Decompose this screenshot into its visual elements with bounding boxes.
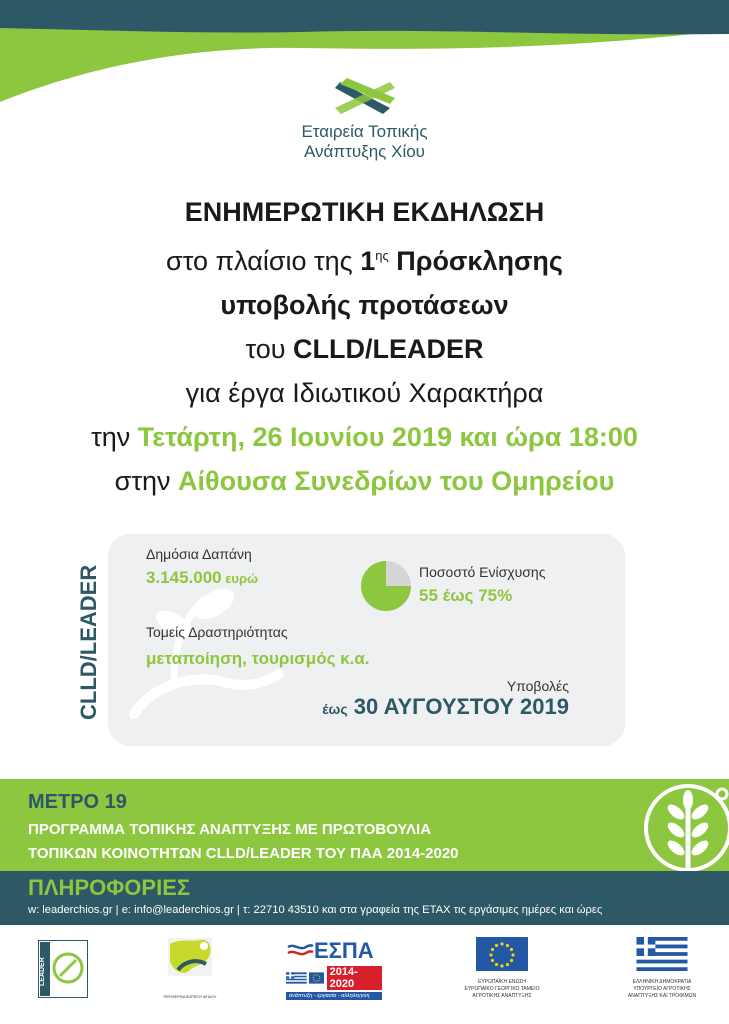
support-label: Ποσοστό Ενίσχυσης [419,564,546,580]
leader-logo [38,940,88,998]
public-spending-label: Δημόσια Δαπάνη [146,546,252,562]
organization-name-line1: Εταιρεία Τοπικής [301,122,428,141]
headline-line2 [0,234,729,283]
eu-logo-caption-3: ΑΓΡΟΤΙΚΗΣ ΑΝΑΠΤΥΞΗΣ [472,993,532,999]
espa-logo-middle [286,966,382,990]
submissions-pre: έως [322,701,348,717]
eu-flag-icon [476,937,528,971]
public-spending-unit: ευρώ [221,571,259,586]
headline-line2-num: 1 [360,246,376,276]
headline-date [0,415,729,459]
submissions-label: Υποβολές [506,678,569,694]
headline-line2-sup: ης [375,248,389,263]
eu-logo-caption [462,979,542,1000]
organization-name [0,122,729,162]
info-box [108,534,625,746]
headline-line2-pre: στο πλαίσιο της [166,246,361,276]
support-value: 55 έως 75% [419,586,513,605]
wheat-icon [610,778,729,871]
leader-logo-text: LEADER [39,957,46,986]
measure-line2: ΤΟΠΙΚΩΝ ΚΟΙΝΟΤΗΤΩΝ CLLD/LEADER ΤΟΥ ΠΑΑ 2014-2020 [28,845,459,862]
espa-slogan: ανάπτυξη - εργασία - αλληλεγγύη [286,992,382,1000]
headline-line4-pre: του [245,334,294,364]
eu-flag-small-icon [309,972,324,984]
public-spending [146,568,258,588]
measure-title: ΜΕΤΡΟ 19 [28,791,127,813]
ministry-logo-caption-2: ΥΠΟΥΡΓΕΙΟ ΑΓΡΟΤΙΚΗΣ [633,986,691,992]
contact-line: w: leaderchios.gr | e: info@leaderchios.gr | τ: 22710 43510 και στα γραφεία της ΕΤΑΧ τις εργάσιμες ημέρες και ώρες [28,904,603,916]
espa-logo [286,938,382,999]
sectors-value: μεταποίηση, τουρισμός κ.α. [146,649,370,668]
ministry-logo-caption-3: ΑΝΑΠΤΥΞΗΣ ΚΑΙ ΤΡΟΦΙΜΩΝ [627,993,697,999]
submissions-value: 30 ΑΥΓΟΥΣΤΟΥ 2019 [353,694,569,719]
public-spending-value: 3.145.000 [146,568,222,587]
espa-years: 2014-2020 [327,966,382,990]
ministry-logo-caption-1: ΕΛΛΗΝΙΚΗ ΔΗΜΟΚΡΑΤΙΑ [632,979,692,985]
headline-title: ΕΝΗΜΕΡΩΤΙΚΗ ΕΚΔΗΛΩΣΗ [184,197,545,227]
ministry-logo [626,937,698,1001]
espa-logo-top [286,938,382,964]
headline-date-pre: την [91,422,138,452]
measure-line1: ΠΡΟΓΡΑΜΜΑ ΤΟΠΙΚΗΣ ΑΝΑΠΤΥΞΗΣ ΜΕ ΠΡΩΤΟΒΟΥΛΙΑ [28,821,432,838]
ministry-logo-caption [626,979,698,1000]
eu-logo-caption-2: ΕΥΡΩΠΑΪΚΟ ΓΕΩΡΓΙΚΟ ΤΑΜΕΙΟ [464,986,540,992]
headline-line2-bold: Πρόσκλησης [388,246,563,276]
contact-band [0,871,729,925]
espa-title: ΕΣΠΑ [314,938,374,963]
headline-venue [0,459,729,503]
event-headline [0,190,729,503]
headline-line4 [0,327,729,371]
clld-vertical-label: CLLD/LEADER [76,564,101,720]
region-logo [160,936,220,1002]
greek-flag-icon [635,937,689,971]
submissions-deadline [322,694,569,720]
espa-waves-icon [286,941,314,961]
organization-logo [0,78,729,162]
sectors-label: Τομείς Δραστηριότητας [146,624,288,640]
eu-logo-caption-1: ΕΥΡΩΠΑΪΚΗ ΕΝΩΣΗ [478,979,526,985]
headline-date-value: Τετάρτη, 26 Ιουνίου 2019 και ώρα 18:00 [137,422,638,452]
eu-logo [462,937,542,1001]
region-logo-icon [160,936,220,990]
headline-venue-value: Αίθουσα Συνεδρίων του Ομηρείου [178,466,615,496]
headline-line3: υποβολής προτάσεων [220,290,509,320]
etax-logo-icon [335,78,395,118]
greek-flag-small-icon [286,972,307,984]
support-pie-icon [360,560,412,612]
contact-title: ΠΛΗΡΟΦΟΡΙΕΣ [28,875,191,900]
headline-line4-bold: CLLD/LEADER [293,334,484,364]
organization-name-line2: Ανάπτυξης Χίου [304,142,425,161]
region-logo-caption: ΠΕΡΙΦΕΡΕΙΑ ΒΟΡΕΙΟΥ ΑΙΓΑΙΟΥ [163,995,217,999]
headline-line5: για έργα Ιδιωτικού Χαρακτήρα [185,378,544,408]
headline-venue-pre: στην [114,466,179,496]
